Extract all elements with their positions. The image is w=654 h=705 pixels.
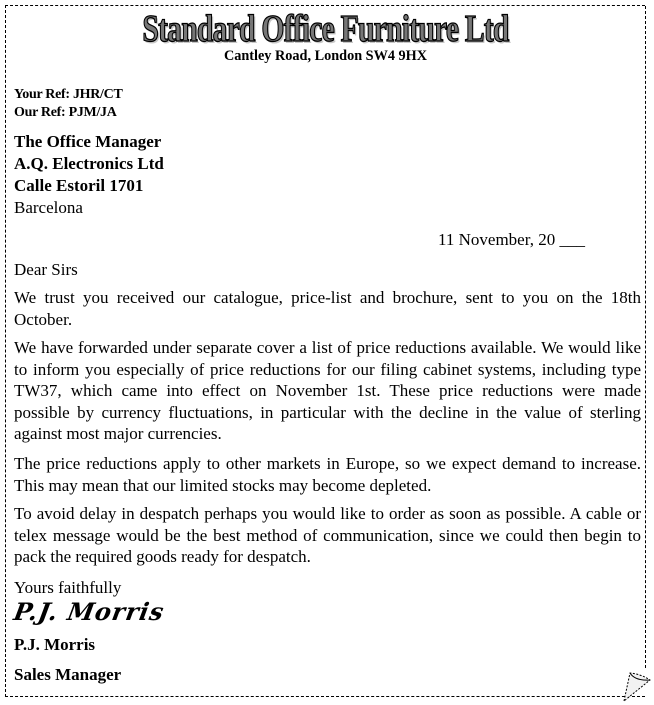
signer-title: Sales Manager bbox=[14, 665, 122, 684]
recipient-line-1: The Office Manager bbox=[14, 132, 162, 151]
signer-name: P.J. Morris bbox=[14, 635, 96, 654]
your-reference: Your Ref: JHR/CT bbox=[14, 87, 123, 102]
company-name: Standard Office Furniture Ltd bbox=[142, 8, 509, 50]
closing: Yours faithfully bbox=[14, 578, 122, 597]
salutation: Dear Sirs bbox=[14, 260, 78, 279]
page-curl-icon bbox=[623, 672, 651, 702]
body-paragraph-2: We have forwarded under separate cover a list of price reductions available. We would like to inform you especially of price reductions for our filing cabinet systems, including type TW37, which came into effect on November 1st. These price reductions were made possible by currency fluctuations, in particular with the decline in the value of sterling against most major currencies. bbox=[14, 338, 641, 443]
recipient-line-2: A.Q. Electronics Ltd bbox=[14, 154, 164, 173]
letter-date: 11 November, 20 ___ bbox=[438, 230, 585, 249]
body-paragraph-3: The price reductions apply to other markets in Europe, so we expect demand to increase. This may mean that our limited stocks may become depleted. bbox=[14, 454, 641, 495]
letter-page bbox=[5, 5, 645, 697]
recipient-address bbox=[14, 131, 164, 219]
handwritten-signature: P.J. Morris bbox=[11, 597, 167, 626]
reference-block bbox=[14, 86, 123, 122]
our-reference: Our Ref: PJM/JA bbox=[14, 105, 117, 120]
body-paragraph-1: We trust you received our catalogue, price-list and brochure, sent to you on the 18th October. bbox=[14, 288, 641, 329]
recipient-line-4: Barcelona bbox=[14, 198, 83, 217]
recipient-line-3: Calle Estoril 1701 bbox=[14, 176, 144, 195]
body-paragraph-4: To avoid delay in despatch perhaps you would like to order as soon as possible. A cable or telex message would be the best method of communication, since we could then begin to pack the required goods ready for despatch. bbox=[14, 504, 641, 566]
company-address: Cantley Road, London SW4 9HX bbox=[223, 48, 428, 64]
